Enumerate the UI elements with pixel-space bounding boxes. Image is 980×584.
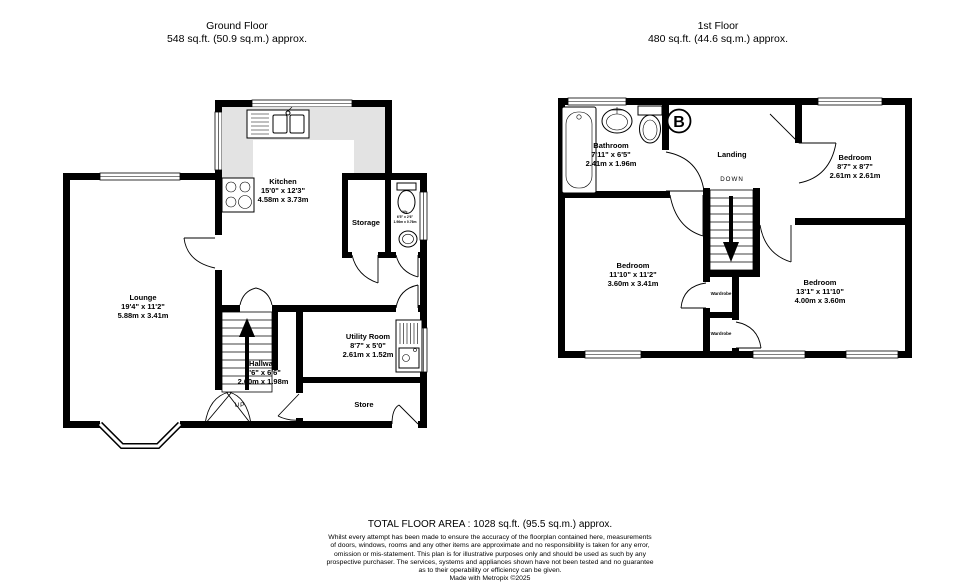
utility-room-label	[343, 332, 394, 359]
hob-icon	[222, 178, 254, 212]
stairs-up-label: UP	[234, 402, 246, 409]
bathroom-label	[586, 141, 637, 168]
bedroom-front-label	[830, 153, 881, 180]
storage-label	[352, 218, 380, 227]
wc-toilet-icon	[397, 183, 416, 214]
bedroom-right-dims-metric: 4.00m x 3.60m	[794, 296, 846, 305]
kitchen-dims-metric: 4.58m x 3.73m	[257, 195, 309, 204]
disclaimer-line: as to their operability or efficiency can be given.	[418, 567, 562, 575]
wardrobe-top-label: Wardrobe	[710, 291, 732, 296]
bedroom-front-window-icon	[818, 98, 882, 105]
bedroom-right-window2-icon	[846, 351, 898, 358]
footer	[190, 519, 790, 584]
bedroom-left-window-icon	[585, 351, 641, 358]
kitchen-side-window-icon	[215, 112, 222, 170]
boiler-label: B	[673, 114, 685, 131]
lounge-name: Lounge	[129, 293, 157, 302]
kitchen-window-icon	[252, 100, 352, 107]
kitchen-dims-imperial: 15'0" x 12'3"	[260, 186, 306, 195]
ground-floor-area: 548 sq.ft. (50.9 sq.m.) approx.	[166, 33, 308, 45]
ground-floor-plan	[63, 100, 427, 446]
bathroom-window-icon	[568, 98, 626, 105]
bedroom-front-dims-imperial: 8'7" x 8'7"	[837, 162, 873, 171]
store-label	[354, 400, 373, 409]
metropix-credit: Made with Metropix ©2025	[449, 575, 531, 583]
disclaimer-line: omission or mis-statement. This plan is for illustrative purposes only and should be used as such by any	[334, 550, 646, 558]
wc-dims-metric: 1.96m x 0.76m	[393, 220, 417, 224]
washing-machine-icon	[396, 320, 422, 372]
kitchen-sink-icon	[247, 107, 309, 138]
hallway-dims-metric: 2.60m x 1.98m	[237, 377, 289, 386]
store-name: Store	[354, 400, 374, 409]
stairs-down-label: DOWN	[720, 176, 744, 183]
stairs-down	[710, 190, 753, 270]
disclaimer-line: prospective purchaser. The services, systems and appliances shown have not been tested and no guarantee	[326, 558, 654, 566]
first-floor-area: 480 sq.ft. (44.6 sq.m.) approx.	[647, 33, 789, 45]
kitchen-name: Kitchen	[269, 177, 297, 186]
hallway-dims-imperial: 8'6" x 6'6"	[245, 368, 281, 377]
bathroom-toilet-icon	[638, 106, 662, 143]
wc-label	[394, 210, 417, 224]
bedroom-right-label	[795, 278, 846, 305]
bathroom-name: Bathroom	[593, 141, 629, 150]
first-floor-title: 1st Floor	[697, 20, 739, 32]
utility-name: Utility Room	[345, 332, 391, 341]
landing-label	[717, 150, 747, 183]
bedroom-front-name: Bedroom	[838, 153, 872, 162]
boiler-indicator	[668, 110, 691, 133]
ground-floor-title: Ground Floor	[206, 20, 268, 32]
kitchen-label	[258, 177, 309, 204]
landing-name: Landing	[717, 150, 747, 159]
storage-name: Storage	[352, 218, 380, 227]
bedroom-right-name: Bedroom	[803, 278, 837, 287]
lounge-label	[118, 293, 169, 320]
bay-window-icon	[100, 421, 180, 446]
lounge-window-icon	[100, 173, 180, 180]
disclaimer-line: Whilst every attempt has been made to ensure the accuracy of the floorplan contained here, measurements	[328, 534, 652, 541]
bedroom-left-label	[608, 261, 659, 288]
first-floor-plan	[558, 98, 912, 358]
bedroom-left-dims-imperial: 11'10" x 11'2"	[609, 270, 657, 279]
total-floor-area: TOTAL FLOOR AREA : 1028 sq.ft. (95.5 sq.m.) approx.	[367, 519, 613, 530]
hallway-name: Hallway	[249, 359, 277, 368]
wc-dims-imperial: 6'5" x 2'6"	[396, 215, 414, 219]
wc-basin-icon	[399, 231, 417, 247]
bathroom-dims-metric: 2.41m x 1.96m	[585, 159, 637, 168]
utility-dims-metric: 2.61m x 1.52m	[342, 350, 394, 359]
bedroom-front-dims-metric: 2.61m x 2.61m	[829, 171, 881, 180]
wardrobe-bottom-label: Wardrobe	[710, 331, 732, 336]
utility-dims-imperial: 8'7" x 5'0"	[350, 341, 386, 350]
bedroom-right-window-icon	[753, 351, 805, 358]
disclaimer-line: of doors, windows, rooms and any other items are approximate and no responsibility is taken for any error,	[330, 542, 650, 550]
bedroom-left-dims-metric: 3.60m x 3.41m	[607, 279, 659, 288]
lounge-dims-metric: 5.88m x 3.41m	[117, 311, 169, 320]
bedroom-right-dims-imperial: 13'1" x 11'10"	[796, 287, 844, 296]
bathroom-sink-icon	[602, 107, 632, 133]
bathroom-dims-imperial: 7'11" x 6'5"	[591, 150, 631, 159]
wc-name: Wc	[402, 210, 408, 214]
lounge-dims-imperial: 19'4" x 11'2"	[121, 302, 165, 311]
wc-window-icon	[420, 192, 427, 240]
bedroom-left-name: Bedroom	[616, 261, 650, 270]
